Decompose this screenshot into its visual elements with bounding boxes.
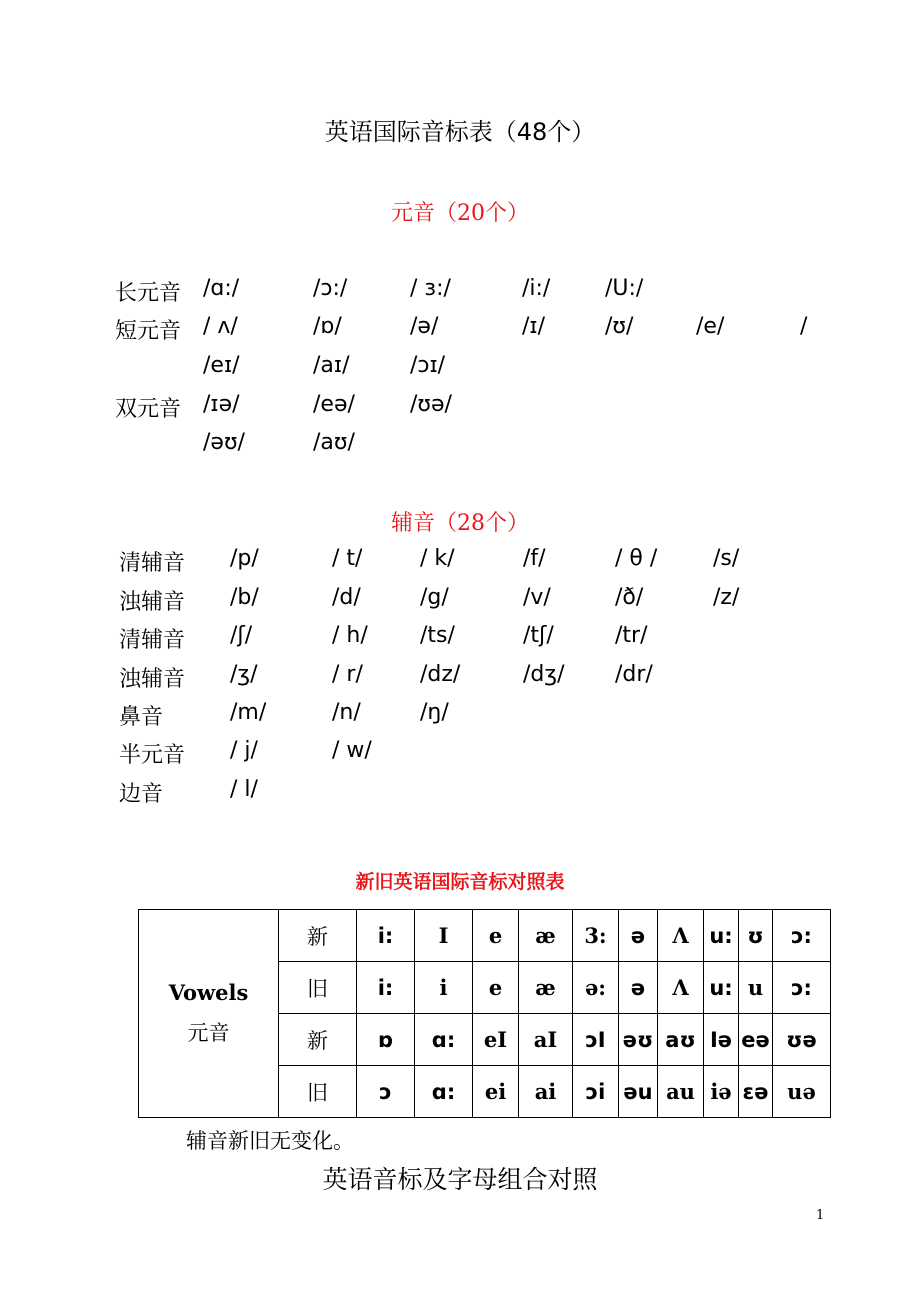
consonant-row-label: 边音: [119, 782, 164, 807]
phonetic-symbol: /ts/: [420, 623, 455, 648]
comparison-symbol: iə: [704, 1066, 739, 1118]
phonetic-symbol: /dʒ/: [523, 662, 565, 687]
comparison-symbol: i: [415, 962, 473, 1014]
comparison-symbol: I: [415, 910, 473, 962]
phonetic-symbol: /ɔɪ/: [410, 353, 446, 378]
phonetic-symbol: /tʃ/: [523, 623, 554, 648]
phonetic-symbol: / h/: [332, 623, 368, 648]
phonetic-symbol: /e/: [696, 314, 725, 339]
comparison-symbol: æ: [519, 910, 573, 962]
consonant-row-label: 鼻音: [119, 705, 164, 730]
consonant-note: 辅音新旧无变化。: [186, 1129, 354, 1153]
phonetic-symbol: /ð/: [615, 585, 644, 610]
comparison-symbol: Λ: [658, 910, 704, 962]
phonetic-symbol: /ŋ/: [420, 700, 449, 725]
comparison-symbol: Λ: [658, 962, 704, 1014]
comparison-symbol: ɑ:: [415, 1014, 473, 1066]
phonetic-symbol: / ɜ:/: [410, 276, 451, 301]
vowels-header-en: Vowels: [168, 980, 249, 1005]
phonetic-symbol: / w/: [332, 738, 372, 763]
comparison-symbol: ə: [619, 910, 658, 962]
comparison-symbol: e: [473, 962, 519, 1014]
phonetic-symbol: / k/: [420, 546, 455, 571]
comparison-row: [139, 910, 831, 962]
comparison-symbol: aI: [519, 1014, 573, 1066]
comparison-row-label: 旧: [279, 1066, 357, 1118]
comparison-row-label: 旧: [279, 962, 357, 1014]
comparison-symbol: eə: [739, 1014, 773, 1066]
comparison-title: 新旧英语国际音标对照表: [355, 871, 565, 893]
vowel-row-label: 短元音: [115, 319, 182, 344]
comparison-symbol: ɑ:: [415, 1066, 473, 1118]
phonetic-symbol: /aʊ/: [313, 430, 355, 455]
phonetic-symbol: /tr/: [615, 623, 648, 648]
phonetic-symbol: /f/: [523, 546, 546, 571]
comparison-symbol: ɔ:: [773, 962, 831, 1014]
phonetic-symbol: /ɒ/: [313, 314, 342, 339]
comparison-table: [138, 909, 831, 1118]
phonetic-symbol: /m/: [230, 700, 267, 725]
consonants-heading: 辅音（28个）: [391, 511, 529, 536]
phonetic-symbol: /s/: [713, 546, 740, 571]
consonant-row-label: 清辅音: [119, 551, 186, 576]
comparison-symbol: ə: [619, 962, 658, 1014]
comparison-symbol: i:: [357, 962, 415, 1014]
phonetic-symbol: /U:/: [605, 276, 644, 301]
comparison-symbol: ai: [519, 1066, 573, 1118]
page-title: 英语国际音标表（48个）: [324, 118, 596, 146]
phonetic-symbol: /ɑ:/: [203, 276, 240, 301]
comparison-symbol: u: [739, 962, 773, 1014]
comparison-symbol: ɔi: [573, 1066, 619, 1118]
phonetic-symbol: /ʊə/: [410, 392, 452, 417]
consonant-row-label: 清辅音: [119, 628, 186, 653]
comparison-symbol: eI: [473, 1014, 519, 1066]
comparison-symbol: ɒ: [357, 1014, 415, 1066]
phonetic-symbol: /d/: [332, 585, 361, 610]
phonetic-symbol: /əʊ/: [203, 430, 245, 455]
phonetic-symbol: / ʌ/: [203, 314, 238, 339]
vowels-header-cell: [139, 910, 279, 1118]
phonetic-symbol: /ʊ/: [605, 314, 634, 339]
phonetic-symbol: /b/: [230, 585, 259, 610]
comparison-symbol: ɛə: [739, 1066, 773, 1118]
page-number: 1: [816, 1208, 825, 1223]
consonant-row-label: 浊辅音: [119, 590, 186, 615]
phonetic-symbol: /ɔ:/: [313, 276, 348, 301]
comparison-row-label: 新: [279, 910, 357, 962]
comparison-symbol: ei: [473, 1066, 519, 1118]
phonetic-symbol: / j/: [230, 738, 258, 763]
comparison-symbol: əu: [619, 1066, 658, 1118]
phonetic-symbol: /ə/: [410, 314, 439, 339]
comparison-symbol: 3:: [573, 910, 619, 962]
comparison-symbol: au: [658, 1066, 704, 1118]
phonetic-symbol: /dz/: [420, 662, 461, 687]
phonetic-symbol: /ɪə/: [203, 392, 240, 417]
phonetic-symbol: / r/: [332, 662, 363, 687]
phonetic-symbol: /p/: [230, 546, 259, 571]
phonetic-symbol: / θ /: [615, 546, 658, 571]
phonetic-symbol: /g/: [420, 585, 449, 610]
phonetic-symbol: /eɪ/: [203, 353, 240, 378]
comparison-symbol: uə: [773, 1066, 831, 1118]
comparison-symbol: əʊ: [619, 1014, 658, 1066]
footer-title: 英语音标及字母组合对照: [322, 1165, 598, 1194]
phonetic-symbol: / t/: [332, 546, 363, 571]
vowels-heading: 元音（20个）: [391, 201, 529, 226]
phonetic-symbol: /i:/: [522, 276, 551, 301]
consonant-row-label: 浊辅音: [119, 667, 186, 692]
vowels-header-zh: 元音: [187, 1021, 230, 1045]
comparison-symbol: ɔ:: [773, 910, 831, 962]
phonetic-symbol: /z/: [713, 585, 740, 610]
comparison-symbol: ə:: [573, 962, 619, 1014]
comparison-symbol: e: [473, 910, 519, 962]
comparison-symbol: ɔ: [357, 1066, 415, 1118]
vowel-row-label: 双元音: [115, 397, 182, 422]
phonetic-symbol: /: [800, 314, 808, 339]
phonetic-symbol: /aɪ/: [313, 353, 350, 378]
phonetic-symbol: /ʃ/: [230, 623, 253, 648]
vowel-row-label: 长元音: [115, 281, 182, 306]
phonetic-symbol: /dr/: [615, 662, 653, 687]
comparison-symbol: u:: [704, 962, 739, 1014]
consonant-row-label: 半元音: [119, 743, 186, 768]
comparison-row-label: 新: [279, 1014, 357, 1066]
phonetic-symbol: /v/: [523, 585, 551, 610]
comparison-symbol: u:: [704, 910, 739, 962]
comparison-symbol: ɔI: [573, 1014, 619, 1066]
comparison-symbol: ʊ: [739, 910, 773, 962]
phonetic-symbol: / l/: [230, 777, 258, 802]
comparison-symbol: æ: [519, 962, 573, 1014]
phonetic-symbol: /ɪ/: [522, 314, 545, 339]
phonetic-symbol: /n/: [332, 700, 361, 725]
comparison-symbol: Iə: [704, 1014, 739, 1066]
phonetic-symbol: /eə/: [313, 392, 355, 417]
comparison-symbol: ʊə: [773, 1014, 831, 1066]
comparison-symbol: aʊ: [658, 1014, 704, 1066]
phonetic-symbol: /ʒ/: [230, 662, 258, 687]
comparison-symbol: i:: [357, 910, 415, 962]
